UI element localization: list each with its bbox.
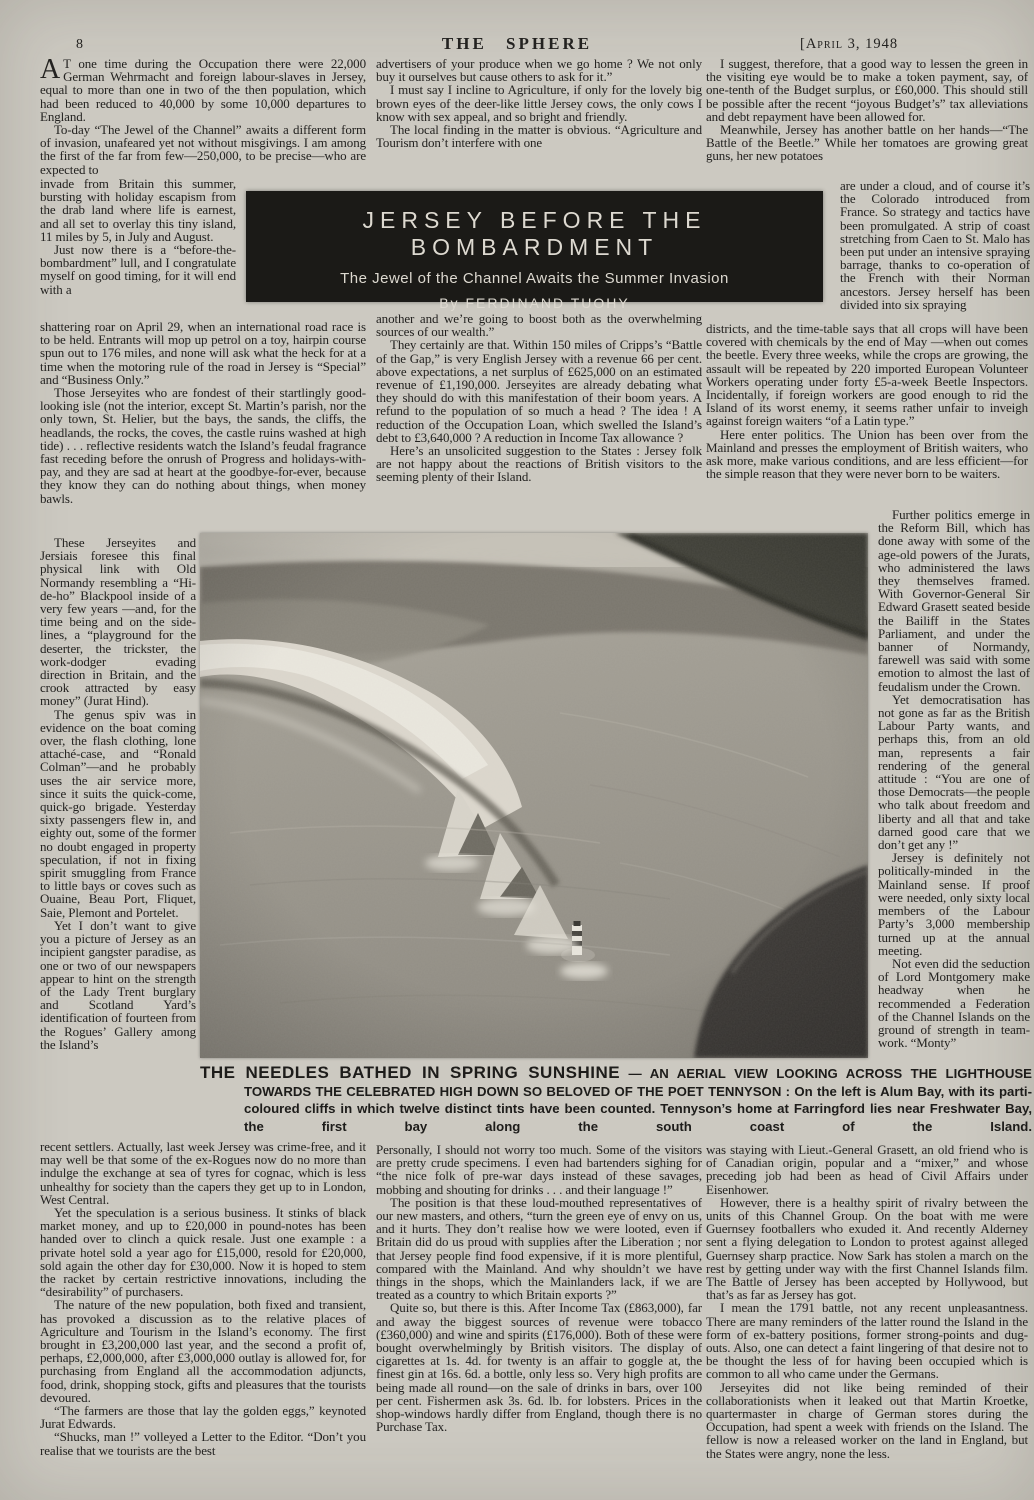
text-block-col3-beside-photo (878, 508, 1030, 1138)
paragraph: Meanwhile, Jersey has another battle on her hands—“The Battle of the Beetle.” While her tomatoes are growing great guns, her new potatoes (706, 122, 1028, 164)
caption-rest: On the left is Alum Bay, with its parti-coloured cliffs in which twelve distinct tints have been counted. Tennyson’s home at Farringford lies near Freshwater Bay, the first bay along the south coast of the Island. (244, 1083, 1032, 1134)
paragraph: Those Jerseyites who are fondest of their startlingly good-looking isle (not the interior, except St. Martin’s parish, nor the only town, St. Helier, but the bays, the sands, the cliffs, the headlands, the rocks, the coves, the castle ruins washed at high tide) . . . reflective residents watch the Island’s feudal fragrance fast receding before the onrush of Progress and holidays-with-pay, and they are sad at heart at the goodbye-for-ever, because they know they can do nothing about things, when money bawls. (40, 385, 366, 506)
article-title: JERSEY BEFORE THE BOMBARDMENT (362, 207, 707, 260)
text-block-col3-beside-banner (840, 179, 1030, 321)
paragraph-text: T one time during the Occupation there were 22,000 German Wehrmacht and foreign labour-slaves in Jersey, equal to more than one in two of the then population, which had been reduced to 40,000 by some 10,000 departures to England. (40, 57, 366, 124)
text-block-col1-beside-photo (40, 536, 196, 1138)
paragraph: To-day “The Jewel of the Channel” awaits a different form of invasion, unafeared yet not without misgivings. I am among the first of the far from few—250,000, to be precise—who are expected to (40, 122, 366, 177)
drop-cap: A (40, 57, 61, 85)
text-block-col1-intro (40, 57, 366, 177)
paragraph: The local finding in the matter is obvious. “Agriculture and Tourism don’t interfere with one (376, 122, 702, 151)
paragraph: Personally, I should not worry too much. Some of the visitors are pretty crude specimens. I even had bartenders sighing for “the nice folk of pre-war days instead of these savages, mobbing and shouting for drinks . . . and their language !” (376, 1143, 702, 1197)
magazine-title: THE SPHERE (441, 34, 593, 53)
paragraph: Just now there is a “before-the-bombardment” lull, and I congratulate myself on good timing, for it will end with a (40, 242, 236, 297)
caption-upper: — AN AERIAL VIEW LOOKING ACROSS THE LIGHTHOUSE TOWARDS THE CELEBRATED HIGH DOWN SO BELOVED OF THE POET TENNYSON : (244, 1066, 1032, 1099)
caption-lead: THE NEEDLES BATHED IN SPRING SUNSHINE (200, 1063, 621, 1082)
issue-date: [April 3, 1948 (800, 36, 899, 52)
paragraph: Not even did the seduction of Lord Montgomery make headway when he recommended a Federation of the Channel Islands on the ground of strength in team-work. “Monty” (878, 955, 1030, 1051)
paragraph: I suggest, therefore, that a good way to lessen the green in the visiting eye would be to make a token payment, say, of one-tenth of the Budget surplus, or £60,000. This should still be possible after the recent “joyous Budget’s” tax alleviations and debt repayment have been allowed for. (706, 57, 1028, 124)
text-block-col3-mid (706, 322, 1028, 522)
paragraph: The position is that these loud-mouthed representatives of our new masters, and others, “turn the green eye of envy on us, and it hurts. They don’t realise how we were looted, even if Britain did do us proud with supplies after the Liberation ; nor that Jersey people find food expensive, if it is more plentiful, compared with the Mainland. And why shouldn’t we have things in the shops, which the Mainlanders lack, if we are treated as a country to which Britain exports ?” (376, 1194, 702, 1303)
paragraph: These Jerseyites and Jersiais foresee this final physical link with Old Normandy resembling a “Hi-de-ho” Blackpool inside of a very few years —and, for the time being and on the side-lines, a “playground for the deserter, the trickster, the work-dodger evading direction in Britain, and the crook attracted by easy money” (Jurat Hind). (40, 536, 196, 709)
article-subtitle: The Jewel of the Channel Awaits the Summer Invasion (340, 270, 729, 287)
text-block-col3-top (706, 57, 1028, 179)
paragraph: Here enter politics. The Union has been over from the Mainland and presses the employment of British waiters, who ask more, make various conditions, and are less efficient—for the simple reason that they were never born to be waiters. (706, 426, 1028, 482)
paragraph: was staying with Lieut.-General Grasett, an old friend who is of Canadian origin, popular and a “mixer,” and whose preceding job had been as head of Civil Affairs under Eisenhower. (706, 1143, 1028, 1197)
paragraph: invade from Britain this summer, bursting with holiday escapism from the drab land where life is earnest, and all set to overlay this tiny island, 11 miles by 5, in July and August. (40, 177, 236, 244)
article-banner (246, 191, 823, 311)
paragraph: are under a cloud, and of course it’s the Colorado introduced from France. So strategy and tactics have been promulgated. A strip of coast stretching from Caen to St. Malo has been put under an intensive spraying barrage, thanks to co-operation of the French with their Norman ancestors. Jersey herself has been divided into six spraying (840, 179, 1030, 312)
text-block-col3-bottom (706, 1143, 1028, 1495)
paragraph: They certainly are that. Within 150 miles of Cripps’s “Battle of the Gap,” is very English Jersey with a revenue 66 per cent. above expectations, a net surplus of £625,000 on an estimated revenue of £1,190,000. Jerseyites are already debating what they should do with this manifestation of their boom years. A refund to the population of so much a head ? The idea ! A reduction of the Occupation Loan, which swelled the Island’s debt to £3,640,000 ? A reduction in Income Tax allowance ? (376, 337, 702, 445)
paragraph: Yet I don’t want to give you a picture of Jersey as an incipient gangster paradise, as one or two of our newspapers appear to hint on the strength of the Lady Trent burglary and Scotland Yard’s identification of fourteen from the Rogues’ Gallery among the Island’s (40, 917, 196, 1052)
photo-caption (200, 1064, 1032, 1135)
text-block-col2-bottom (376, 1143, 702, 1493)
needles-photo-illustration (200, 533, 868, 1058)
paragraph: Jersey is definitely not politically-minded in the Mainland sense. If proof were needed, only sixty local members of the Labour Party’s 3,000 membership turned up at the annual meeting. (878, 850, 1030, 958)
paragraph: Jerseyites did not like being reminded of their collaborationists when it leaked out that Martin Kroetke, quartermaster in charge of German stores during the Occupation, had spent a week with friends on the Island. The fellow is now a released worker on the land in England, but the States were angry, none the less. (706, 1379, 1028, 1461)
paragraph: The nature of the new population, both fixed and transient, has provoked a discussion as to the relative places of Agriculture and Tourism in the Island’s economy. The first brought in £3,200,000 last year, and the second a profit of, perhaps, £2,000,000, after £3,000,000 outlay is allowed for, for purchasing from England all the accommodation adjuncts, food, drink, shopping stock, gifts and pleasures that the tourists devoured. (40, 1297, 366, 1405)
paragraph: The genus spiv was in evidence on the boat coming over, the flash clothing, lone attaché-case, and “Ronald Colman”—and he probably uses the air service more, since it suits the quick-come, quick-go brigade. Yesterday sixty passengers flew in, and eighty out, some of the former no doubt engaged in property speculation, if not in fixing spirit smuggling from France to little bays or coves such as Ouaine, Beau Port, Fliquet, Saie, Plemont and Portelet. (40, 706, 196, 920)
text-block-col1-beside-banner (40, 177, 236, 319)
paragraph (40, 57, 366, 123)
paragraph: Further politics emerge in the Reform Bill, which has done away with some of the age-old powers of the Jurats, who administered the laws they themselves framed. With Governor-General Sir Edward Grasett seated beside the Bailiff in the States Parliament, and under the banner of Normandy, farewell was said with some emotion to almost the last of feudalism under the Crown. (878, 508, 1030, 694)
text-block-col1-bottom (40, 1140, 366, 1496)
paragraph: advertisers of your produce when we go home ? We not only buy it ourselves but cause others to ask for it.” (376, 57, 702, 85)
paragraph: districts, and the time-table says that all crops will have been covered with chemicals by the end of May —when out comes the beetle. Every three weeks, while the crops are growing, the assault will be repeated by 220 imported European Volunteer Workers operating under forty £5-a-week Beetle Inspectors. Incidentally, if foreign workers are good enough to rid the Island of its worst enemy, it seems rather unfair to inveigh against foreign waiters “of a Latin type.” (706, 322, 1028, 429)
paragraph: recent settlers. Actually, last week Jersey was crime-free, and it may well be that some of the ex-Rogues now do no more than indulge the exchange at sea of tyres for cognac, which is less unhealthy for society than the capers they get up to in London, West Central. (40, 1140, 366, 1207)
paragraph: “Shucks, man !” volleyed a Letter to the Editor. “Don’t you realise that we tourists are the best (40, 1429, 366, 1458)
paragraph: Yet democratisation has not gone as far as the British Labour Party wants, and perhaps this, from an old man, represents a fair rendering of the general attitude : “You are one of those Democrats—the people who talk about freedom and liberty and all that and take darned good care that we don’t get any !” (878, 691, 1030, 853)
paragraph: However, there is a healthy spirit of rivalry between the units of this Channel Group. On the boat with me were Guernsey footballers who exuded it. And recently Alderney sent a flying delegation to London to protest against alleged Guernsey sharp practice. Now Sark has stolen a march on the rest by getting under way with the first Channel Islands film. The Battle of Jersey has been accepted by Hollywood, but that’s as far as Jersey has got. (706, 1194, 1028, 1303)
text-block-col1-mid (40, 320, 366, 532)
photo-grain (200, 533, 868, 1058)
paragraph: shattering roar on April 29, when an international road race is to be held. Entrants will mop up petrol on a toy, hairpin course spun out to 176 miles, and none will ask what the heck for at a time when the motoring rule of the road in Jersey is “Special” and “Business Only.” (40, 320, 366, 387)
needles-aerial-photo (200, 533, 868, 1058)
paragraph: I mean the 1791 battle, not any recent unpleasantness. There are many reminders of the latter round the Island in the form of ex-battery positions, former strong-points and dug-outs. Also, one can detect a faint lingering of that desire not to be thought the less of for having been occupied which is common to all who came under the Germans. (706, 1300, 1028, 1382)
paragraph: I must say I incline to Agriculture, if only for the lovely big brown eyes of the deer-like little Jersey cows, the only cows I know with sex appeal, and so bright and friendly. (376, 82, 702, 124)
article-byline: By FERDINAND TUOHY (439, 295, 630, 311)
paragraph: Yet the speculation is a serious business. It stinks of black market money, and up to £20,000 in pound-notes has been handed over to clinch a quick resale. Just one example : a private hotel sold a year ago for £15,000, resold for £20,000, sold again the other day for £30,000. Now it is hoped to stem the racket by certain restrictive innovations, including the “desirability” of purchasers. (40, 1205, 366, 1300)
text-block-col2-mid (376, 312, 702, 512)
paragraph: another and we’re going to boost both as the overwhelming sources of our wealth.” (376, 312, 702, 340)
text-block-col2-top (376, 57, 702, 189)
paragraph: Here’s an unsolicited suggestion to the States : Jersey folk are not happy about the reactions of British visitors to the seeming plenty of their Island. (376, 443, 702, 485)
paragraph: Quite so, but there is this. After Income Tax (£863,000), far and away the biggest sources of revenue were tobacco (£360,000) and wine and spirits (£176,000). Both of these were bought overwhelmingly by British visitors. The display of cigarettes at 1s. 4d. for twenty is an affair to goggle at, the finest gin at 16s. 6d. a bottle, only less so. Very high profits are being made all round—on the sale of drinks in bars, over 100 per cent. Fishermen ask 3s. 6d. lb. for lobsters. Prices in the shop-windows hardly differ from England, though there is no Purchase Tax. (376, 1300, 702, 1435)
page-number: 8 (76, 37, 83, 52)
paragraph: “The farmers are those that lay the golden eggs,” keynoted Jurat Edwards. (40, 1403, 366, 1432)
